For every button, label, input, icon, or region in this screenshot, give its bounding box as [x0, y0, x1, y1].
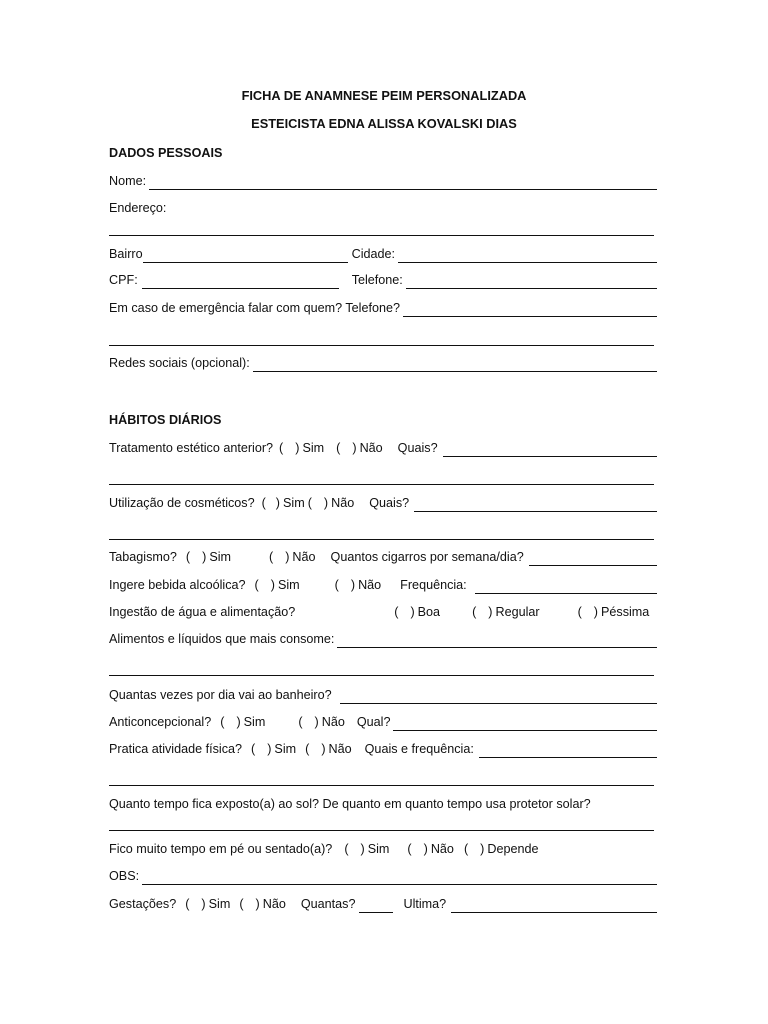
cigarettes-label: Quantos cigarros por semana/dia?: [330, 550, 524, 564]
sim-checkbox-open[interactable]: (: [254, 578, 259, 592]
nao-option-label: Não: [292, 550, 316, 564]
nao-option-label: Não: [358, 578, 382, 592]
depends-option-label: Depende: [487, 842, 539, 856]
cosmetics-blank-2[interactable]: [109, 526, 654, 540]
foods-row: [109, 630, 657, 648]
bad-checkbox-close[interactable]: ): [593, 605, 598, 619]
nao-checkbox-open[interactable]: (: [407, 842, 412, 856]
cigarettes-blank[interactable]: [529, 552, 657, 566]
which-one-label: Qual?: [356, 715, 391, 729]
sim-checkbox-close[interactable]: ): [267, 742, 272, 756]
alcohol-label: Ingere bebida alcoólica?: [109, 578, 246, 592]
sim-option-label: Sim: [367, 842, 390, 856]
section-heading-personal-data: DADOS PESSOAIS: [109, 146, 223, 160]
contraceptive-row: [109, 713, 657, 731]
nao-checkbox-close[interactable]: ): [323, 496, 329, 510]
good-option-label: Boa: [417, 605, 441, 619]
bathroom-label: Quantas vezes por dia vai ao banheiro?: [109, 688, 332, 702]
sim-checkbox-open[interactable]: (: [220, 715, 225, 729]
nao-checkbox-open[interactable]: (: [305, 742, 310, 756]
sim-checkbox-close[interactable]: ): [202, 550, 207, 564]
which-frequency-label: Quais e frequência:: [364, 742, 474, 756]
district-blank[interactable]: [143, 249, 348, 263]
sim-option-label: Sim: [283, 496, 305, 510]
sim-checkbox-close[interactable]: ): [360, 842, 365, 856]
regular-checkbox-open[interactable]: (: [472, 605, 477, 619]
sim-checkbox-close[interactable]: ): [295, 441, 300, 455]
sim-option-label: Sim: [243, 715, 266, 729]
sim-option-label: Sim: [302, 441, 325, 455]
regular-checkbox-close[interactable]: ): [488, 605, 493, 619]
foods-blank-2[interactable]: [109, 662, 654, 676]
nao-checkbox-close[interactable]: ): [314, 715, 319, 729]
nao-checkbox-close[interactable]: ): [350, 578, 356, 592]
nao-checkbox-close[interactable]: ): [423, 842, 428, 856]
frequency-label: Frequência:: [400, 578, 467, 592]
nao-checkbox-close[interactable]: ): [321, 742, 326, 756]
exercise-blank-2[interactable]: [109, 772, 654, 786]
sim-checkbox-open[interactable]: (: [261, 496, 266, 510]
nao-checkbox-close[interactable]: ): [255, 897, 260, 911]
nao-option-label: Não: [331, 496, 355, 510]
form-subtitle: ESTEICISTA EDNA ALISSA KOVALSKI DIAS: [251, 116, 517, 131]
address-blank[interactable]: [109, 222, 654, 236]
form-title: FICHA DE ANAMNESE PEIM PERSONALIZADA: [241, 88, 527, 103]
notes-blank[interactable]: [142, 871, 657, 885]
sim-checkbox-close[interactable]: ): [201, 897, 206, 911]
sun-exposure-label: Quanto tempo fica exposto(a) ao sol? De quanto em quanto tempo usa protetor solar?: [109, 797, 591, 811]
address-label: Endereço:: [109, 201, 167, 215]
name-blank[interactable]: [149, 176, 657, 190]
nao-checkbox-open[interactable]: (: [239, 897, 244, 911]
last-blank[interactable]: [451, 899, 657, 913]
name-label: Nome:: [109, 174, 147, 188]
nao-option-label: Não: [359, 441, 383, 455]
cosmetics-row: [109, 494, 657, 512]
sim-option-label: Sim: [208, 897, 231, 911]
last-label: Ultima?: [403, 897, 447, 911]
foods-label: Alimentos e líquidos que mais consome:: [109, 632, 335, 646]
phone-blank[interactable]: [406, 275, 657, 289]
pregnancies-row: [109, 895, 657, 913]
bathroom-row: [109, 686, 657, 704]
nao-option-label: Não: [328, 742, 352, 756]
previous-treatment-row: [109, 439, 657, 457]
alcohol-row: [109, 576, 657, 594]
cpf-label: CPF:: [109, 273, 138, 287]
notes-label: OBS:: [109, 869, 140, 883]
pregnancies-label: Gestações?: [109, 897, 177, 911]
foods-blank-row: [109, 658, 657, 676]
nao-option-label: Não: [262, 897, 286, 911]
depends-checkbox-close[interactable]: ): [480, 842, 485, 856]
social-label: Redes sociais (opcional):: [109, 356, 250, 370]
nao-checkbox-close[interactable]: ): [285, 550, 290, 564]
water-food-row: [109, 603, 657, 621]
sim-option-label: Sim: [209, 550, 232, 564]
exercise-label: Pratica atividade física?: [109, 742, 243, 756]
previous-treatment-label: Tratamento estético anterior?: [109, 441, 274, 455]
address-field-row: [109, 199, 657, 217]
exercise-row: [109, 740, 657, 758]
how-many-blank[interactable]: [359, 899, 393, 913]
sim-checkbox-open[interactable]: (: [185, 897, 190, 911]
social-row: [109, 354, 657, 372]
contraceptive-label: Anticoncepcional?: [109, 715, 212, 729]
sun-exposure-blank[interactable]: [109, 817, 654, 831]
cosmetics-label: Utilização de cosméticos?: [109, 496, 255, 510]
sun-exposure-row: [109, 795, 657, 813]
cpf-blank[interactable]: [142, 275, 339, 289]
emergency-blank-row: [109, 328, 657, 346]
previous-treatment-blank-2[interactable]: [109, 471, 654, 485]
sim-checkbox-close[interactable]: ): [270, 578, 275, 592]
social-blank[interactable]: [253, 358, 657, 372]
nao-checkbox-close[interactable]: ): [352, 441, 357, 455]
contraceptive-blank[interactable]: [393, 717, 657, 731]
nao-checkbox-open[interactable]: (: [307, 496, 312, 510]
good-checkbox-open[interactable]: (: [394, 605, 399, 619]
cosmetics-blank[interactable]: [414, 498, 657, 512]
nao-checkbox-open[interactable]: (: [334, 578, 339, 592]
nao-option-label: Não: [430, 842, 454, 856]
emergency-label: Em caso de emergência falar com quem? Telefone?: [109, 301, 400, 315]
cosmetics-blank-row: [109, 522, 657, 540]
sun-exposure-blank-row: [109, 813, 657, 831]
standing-sitting-row: [109, 840, 657, 858]
water-food-label: Ingestão de água e alimentação?: [109, 605, 296, 619]
cpf-phone-row: [109, 271, 657, 289]
depends-checkbox-open[interactable]: (: [463, 842, 469, 856]
sim-checkbox-open[interactable]: (: [279, 441, 284, 455]
emergency-blank[interactable]: [403, 303, 657, 317]
address-blank-row: [109, 218, 657, 236]
regular-option-label: Regular: [495, 605, 540, 619]
section-heading-daily-habits: HÁBITOS DIÁRIOS: [109, 413, 222, 427]
nao-checkbox-open[interactable]: (: [269, 550, 274, 564]
foods-blank[interactable]: [337, 634, 657, 648]
smoking-label: Tabagismo?: [109, 550, 177, 564]
sim-checkbox-close[interactable]: ): [236, 715, 241, 729]
which-label: Quais?: [369, 496, 410, 510]
phone-label: Telefone:: [351, 273, 403, 287]
how-many-label: Quantas?: [300, 897, 356, 911]
bad-option-label: Péssima: [601, 605, 650, 619]
sim-option-label: Sim: [277, 578, 300, 592]
sim-checkbox-open[interactable]: (: [251, 742, 256, 756]
nao-checkbox-open[interactable]: (: [336, 441, 341, 455]
bad-checkbox-open[interactable]: (: [577, 605, 582, 619]
sim-option-label: Sim: [274, 742, 297, 756]
sim-checkbox-close[interactable]: ): [275, 496, 280, 510]
sim-checkbox-open[interactable]: (: [344, 842, 349, 856]
exercise-blank[interactable]: [479, 744, 657, 758]
emergency-blank-2[interactable]: [109, 332, 654, 346]
nao-option-label: Não: [321, 715, 345, 729]
previous-treatment-blank-row: [109, 467, 657, 485]
city-label: Cidade:: [351, 247, 396, 261]
notes-row: [109, 867, 657, 885]
sim-checkbox-open[interactable]: (: [185, 550, 191, 564]
city-blank[interactable]: [398, 249, 657, 263]
district-label: Bairro: [109, 247, 143, 261]
good-checkbox-close[interactable]: ): [410, 605, 415, 619]
district-city-row: [109, 245, 657, 263]
emergency-row: [109, 299, 657, 317]
standing-sitting-label: Fico muito tempo em pé ou sentado(a)?: [109, 842, 333, 856]
previous-treatment-blank[interactable]: [443, 443, 657, 457]
frequency-blank[interactable]: [475, 580, 657, 594]
nao-checkbox-open[interactable]: (: [298, 715, 303, 729]
bathroom-blank[interactable]: [340, 690, 657, 704]
name-field-row: [109, 172, 657, 190]
smoking-row: [109, 548, 657, 566]
exercise-blank-row: [109, 768, 657, 786]
which-label: Quais?: [397, 441, 438, 455]
